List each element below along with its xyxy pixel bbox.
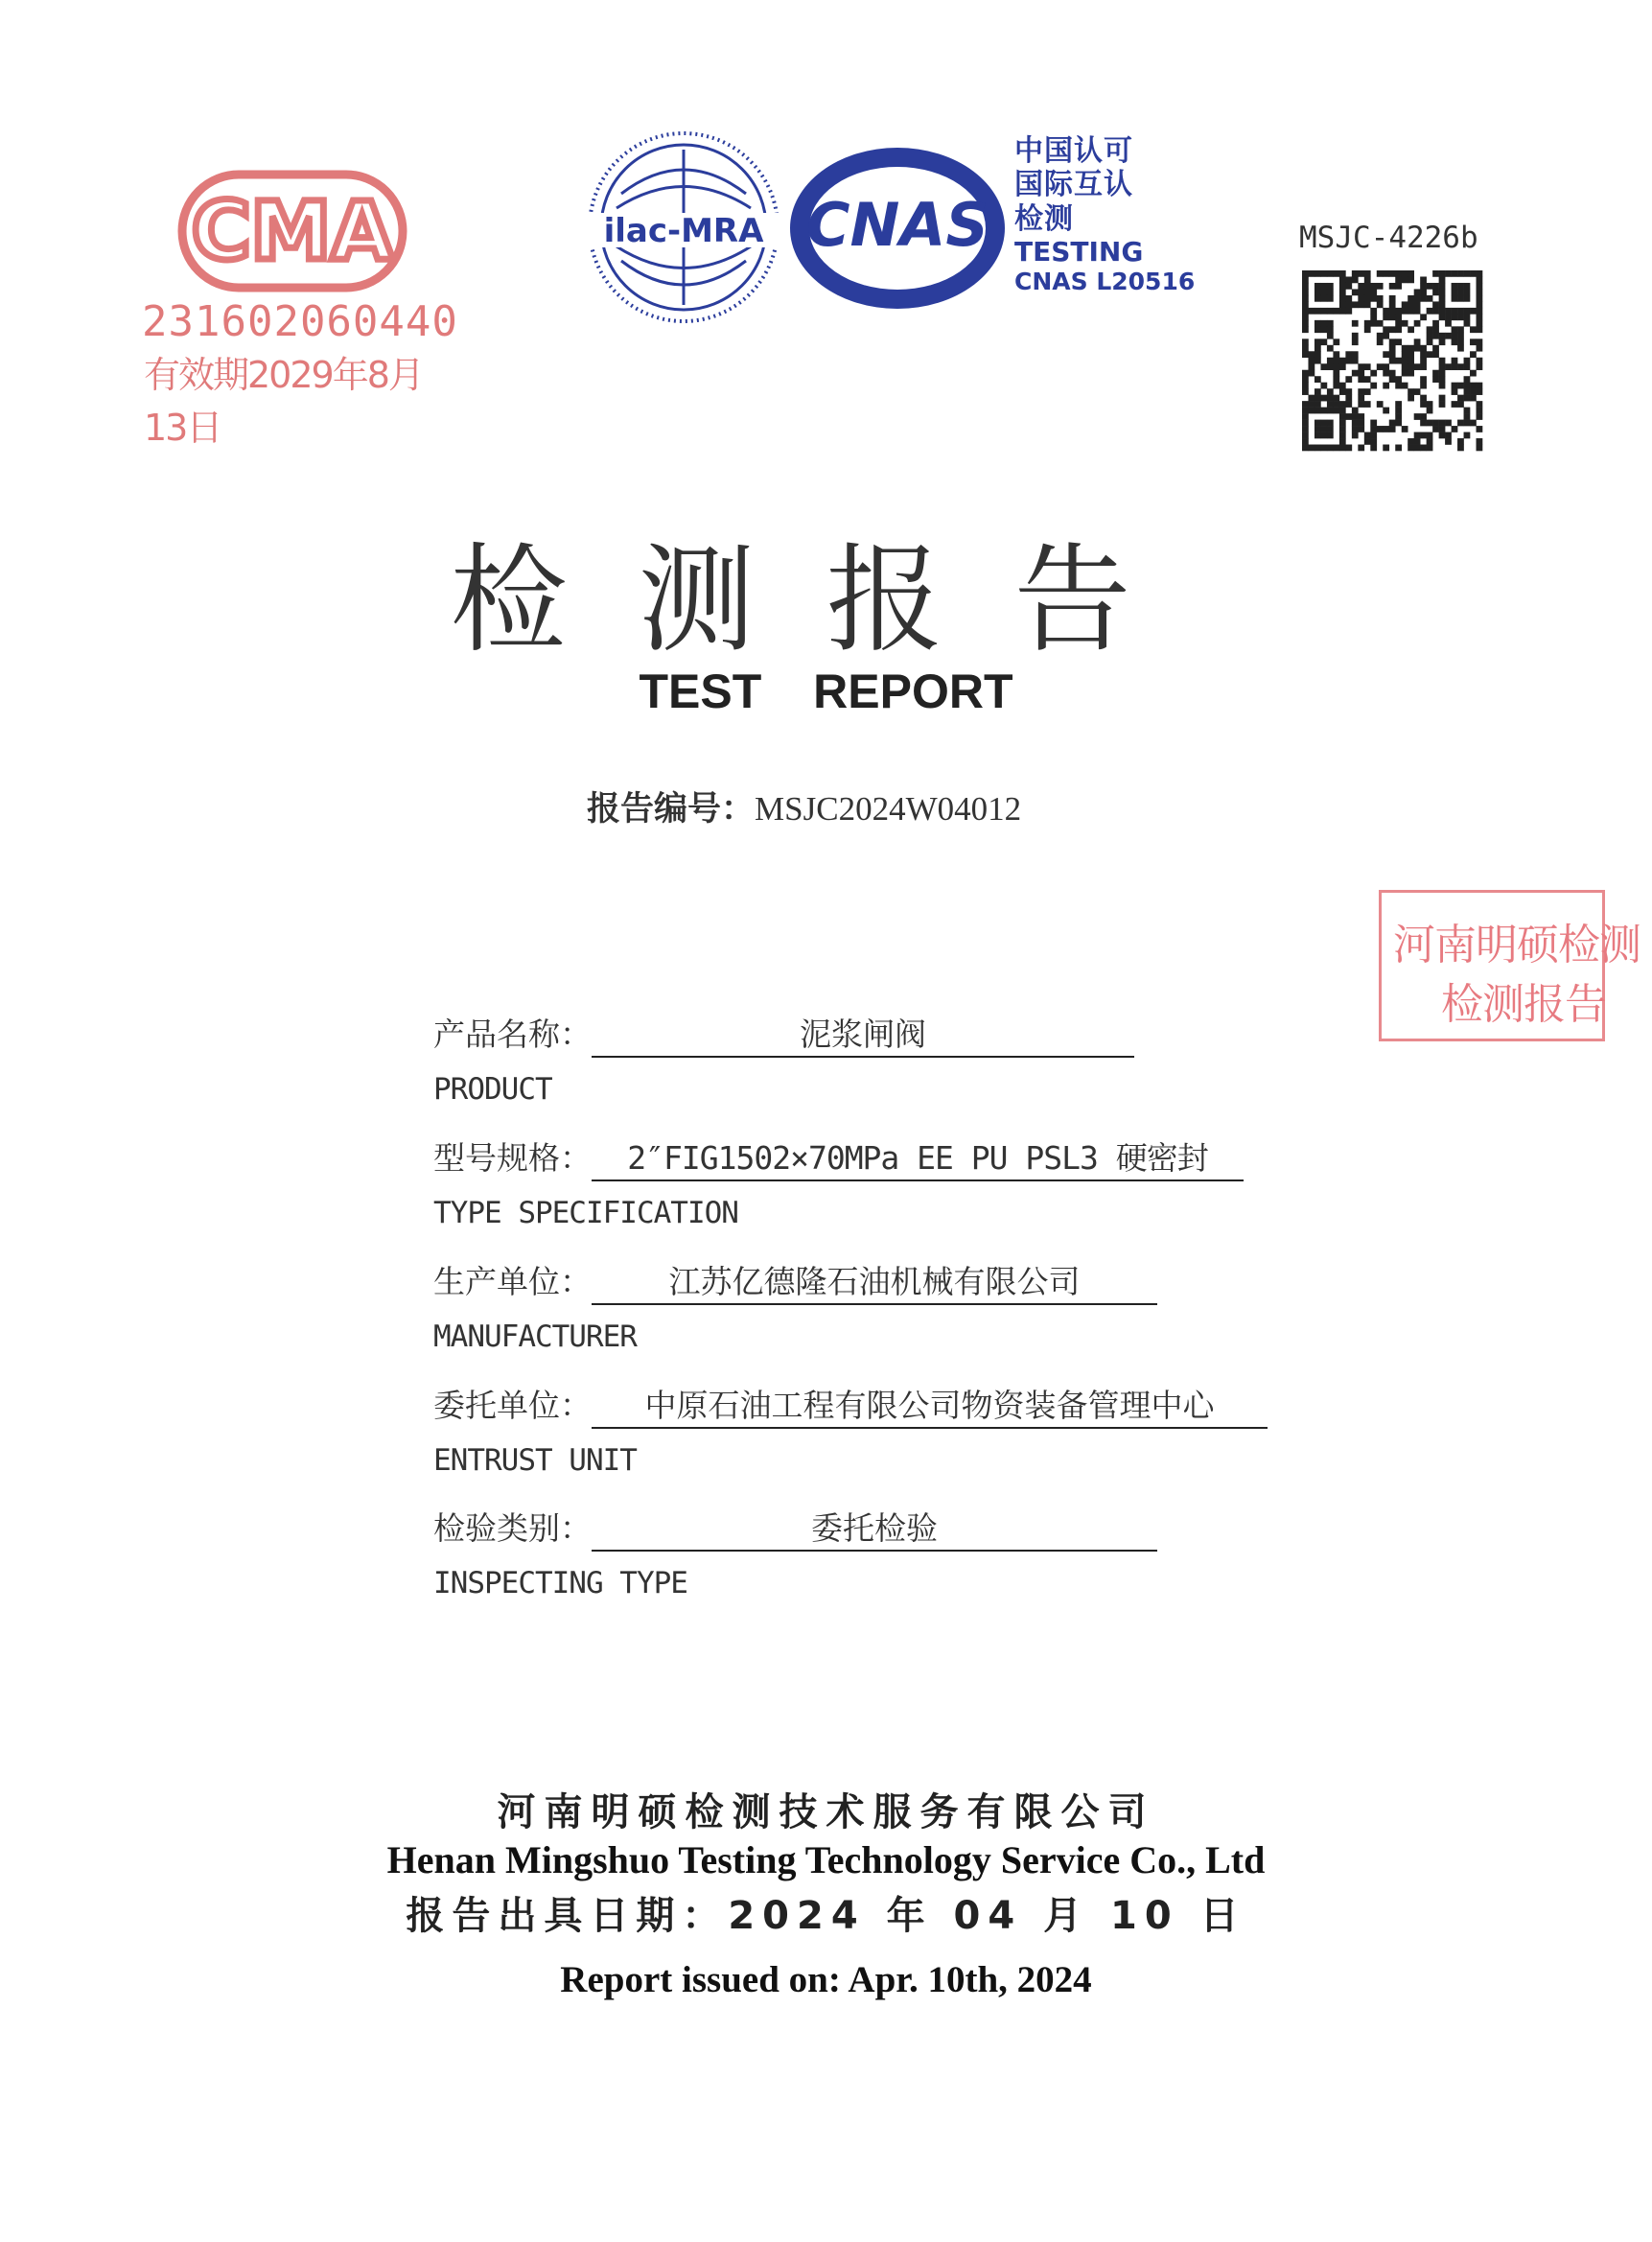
company-name-en: Henan Mingshuo Testing Technology Service Co., Ltd (386, 1838, 1266, 1881)
cnas-line-testing-cn: 检测 (1014, 201, 1074, 236)
cnas-logo (784, 142, 1014, 318)
cnas-line-china-accreditation: 中国认可 (1014, 134, 1133, 168)
report-number-value: MSJC2024W04012 (755, 790, 1022, 828)
cnas-line-testing-en: TESTING (1014, 236, 1144, 269)
cma-number: 231602060440 (142, 297, 458, 346)
field-value: 泥浆闸阀 (592, 1014, 1134, 1058)
field-value: 中原石油工程有限公司物资装备管理中心 (592, 1385, 1268, 1429)
report-number-label: 报告编号： (587, 790, 756, 829)
field-label: 产品名称： (433, 1016, 592, 1053)
field-entrust-unit (433, 1381, 1268, 1429)
seal-line2: 检测报告 (1441, 980, 1606, 1029)
ilac-logo-text: ilac-MRA (603, 212, 764, 250)
cma-logo (163, 165, 422, 299)
field-label-en: TYPE SPECIFICATION (433, 1196, 738, 1230)
cnas-line-mutual-recognition: 国际互认 (1014, 168, 1133, 202)
field-label: 型号规格： (433, 1139, 592, 1177)
document-code: MSJC-4226b (1299, 221, 1478, 255)
field-label-en: INSPECTING TYPE (433, 1566, 687, 1600)
cnas-accreditation-code: CNAS L20516 (1014, 268, 1196, 296)
field-product (433, 1010, 1134, 1058)
field-label: 检验类别： (433, 1509, 592, 1547)
field-inspecting-type (433, 1504, 1157, 1552)
field-type-spec (433, 1133, 1244, 1181)
page-subtitle: TEST REPORT (639, 665, 1013, 718)
field-label-en: PRODUCT (433, 1072, 552, 1107)
field-manufacturer (433, 1257, 1157, 1305)
company-name-cn: 河南明硕检测技术服务有限公司 (497, 1790, 1155, 1834)
cma-validity: 有效期2029年8月13日 (144, 354, 423, 449)
page-title: 检测报告 (450, 532, 1202, 668)
issue-date-cn: 报告出具日期：2024 年 04 月 10 日 (406, 1894, 1246, 1938)
field-value: 2″FIG1502×70MPa EE PU PSL3 硬密封 (592, 1137, 1244, 1181)
qr-code-icon (1302, 270, 1482, 455)
report-number (587, 782, 1021, 830)
field-label: 委托单位： (433, 1387, 592, 1424)
seal-line1: 河南明硕检测 (1393, 921, 1640, 969)
ilac-mra-logo (583, 127, 784, 332)
cma-logo-text: CMA (191, 184, 394, 278)
issue-date-en: Report issued on: Apr. 10th, 2024 (560, 1959, 1092, 2000)
company-seal (1379, 890, 1640, 1041)
field-value: 江苏亿德隆石油机械有限公司 (592, 1261, 1157, 1305)
cnas-logo-text: CNAS (805, 190, 989, 260)
field-label-en: MANUFACTURER (433, 1320, 637, 1354)
cma-stamp (134, 165, 460, 449)
field-value: 委托检验 (592, 1507, 1157, 1552)
field-label: 生产单位： (433, 1263, 592, 1300)
cnas-info (1014, 134, 1195, 296)
field-label-en: ENTRUST UNIT (433, 1443, 637, 1478)
